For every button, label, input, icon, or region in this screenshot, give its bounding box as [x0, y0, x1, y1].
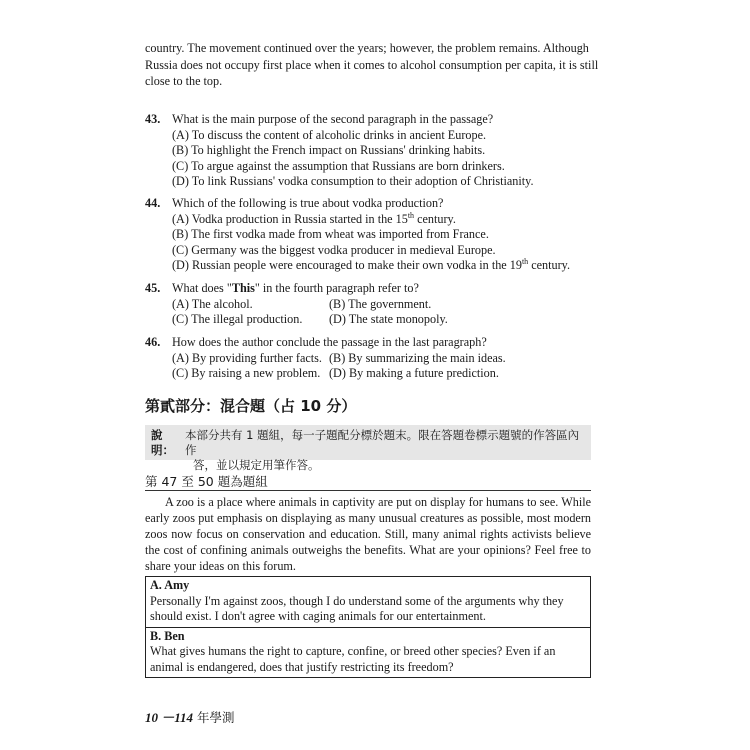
option-c: (C) By raising a new problem.	[172, 366, 321, 380]
question-number: 45.	[145, 281, 161, 295]
question-44	[145, 196, 605, 274]
divider	[145, 490, 591, 491]
question-stem: Which of the following is true about vodka production?	[172, 196, 444, 210]
option-c: (C) Germany was the biggest vodka producer in medieval Europe.	[172, 242, 496, 257]
question-number: 44.	[145, 196, 161, 210]
question-43	[145, 112, 605, 190]
option-d: (D) By making a future prediction.	[329, 366, 499, 380]
forum-text: Personally I'm against zoos, though I do understand some of the arguments why they should exist. I don't agree with caging animals for our entertainment.	[150, 593, 564, 623]
option-c: (C) To argue against the assumption that Russians are born drinkers.	[172, 158, 505, 173]
option-b: (B) By summarizing the main ideas.	[329, 350, 506, 365]
instructions-line-1: 本部分共有 1 題組，每一子題配分標於題末。限在答題卷標示題號的作答區內作	[185, 428, 580, 457]
forum-entry-amy	[146, 577, 590, 627]
option-a: (A) To discuss the content of alcoholic drinks in ancient Europe.	[172, 127, 487, 142]
option-d: (D) The state monopoly.	[329, 312, 448, 326]
question-number: 46.	[145, 335, 161, 349]
forum-text: What gives humans the right to capture, confine, or breed other species? Even if an animal is endangered, does that justify restricting its freedom?	[150, 644, 556, 674]
option-a: (A) By providing further facts.	[172, 350, 322, 365]
question-45	[145, 281, 605, 328]
option-d: (D) To link Russians' vodka consumption to their adoption of Christianity.	[172, 174, 534, 188]
question-number: 43.	[145, 112, 161, 126]
question-46	[145, 335, 605, 382]
passage	[145, 494, 591, 574]
footer-label: 年學測	[193, 710, 235, 725]
forum-box	[145, 576, 591, 678]
instructions-box	[145, 425, 591, 472]
section-title: 第貳部分：混合題（占 10 分）	[145, 397, 357, 415]
instructions-line-2: 答，並以規定用筆作答。	[193, 458, 320, 472]
option-b: (B) The first vodka made from wheat was imported from France.	[172, 227, 489, 241]
option-a: (A) Vodka production in Russia started in the 15th century.	[172, 210, 456, 226]
forum-entry-ben	[146, 627, 590, 678]
passage-continuation: country. The movement continued over the years; however, the problem remains. Although Russia does not occupy first place when it comes to alcohol consumption per capita, it is still close to the top.	[145, 41, 599, 88]
page-number: 10 －114	[145, 710, 194, 725]
passage-paragraph: A zoo is a place where animals in captivity are put on display for humans to see. While early zoos put emphasis on displaying as many unusual creatures as possible, most modern zoos now focus on conservation and education. Still, many animal rights activists believe the cost of confining animals outweighs the benefits. What are your opinions? Feel free to share your ideas on this forum.	[145, 495, 591, 573]
question-group-title: 第 47 至 50 題為題組	[145, 474, 268, 489]
instructions-label: 說明：	[151, 428, 174, 457]
question-stem: What is the main purpose of the second paragraph in the passage?	[172, 112, 494, 126]
forum-author: A. Amy	[150, 578, 190, 592]
page-footer	[145, 707, 235, 726]
forum-author: B. Ben	[150, 628, 185, 643]
option-a: (A) The alcohol.	[172, 296, 253, 311]
option-b: (B) To highlight the French impact on Russians' drinking habits.	[172, 143, 486, 157]
option-b: (B) The government.	[329, 296, 432, 311]
option-c: (C) The illegal production.	[172, 312, 303, 326]
question-stem: What does "This" in the fourth paragraph refer to?	[172, 281, 419, 295]
option-d: (D) Russian people were encouraged to make their own vodka in the 19th century.	[172, 256, 571, 272]
question-stem: How does the author conclude the passage in the last paragraph?	[172, 335, 487, 349]
